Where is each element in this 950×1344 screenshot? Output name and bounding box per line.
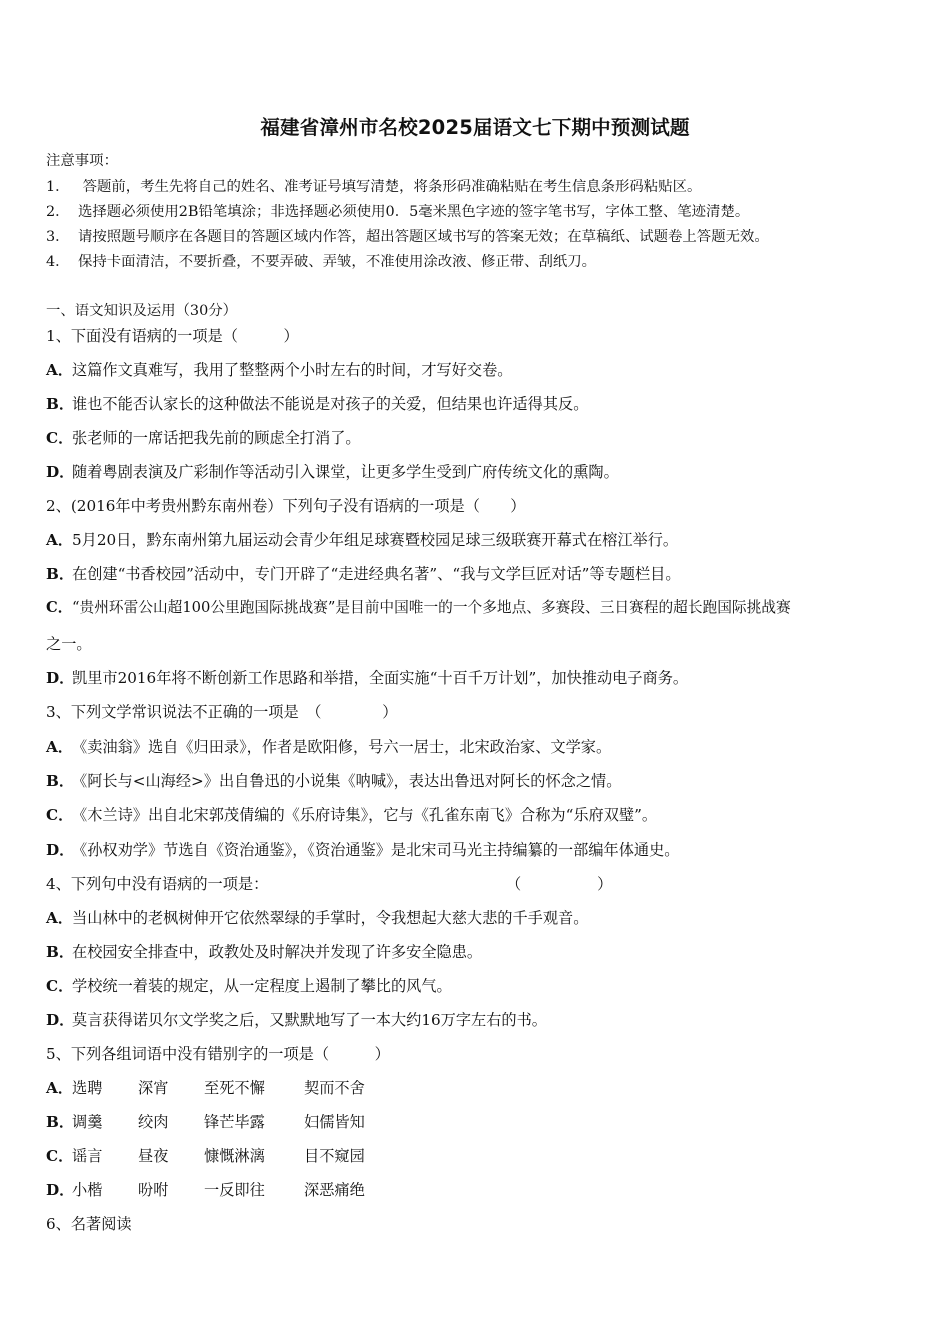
question-2-option-c: C．“贵州环雷公山超100公里跑国际挑战赛”是目前中国唯一的一个多地点、多赛段、三日赛程的超长跑国际挑战赛 xyxy=(46,599,791,616)
question-4-option-c: C．学校统一着装的规定，从一定程度上遏制了攀比的风气。 xyxy=(46,977,452,995)
question-2-option-b: B．在创建“书香校园”活动中，专门开辟了“走进经典名著”、“我与文学巨匠对话”等专题栏目。 xyxy=(46,565,681,583)
question-2-stem: 2、(2016年中考贵州黔东南州卷）下列句子没有语病的一项是（ ） xyxy=(46,497,526,515)
notice-item-1: 1． 答题前，考生先将自己的姓名、准考证号填写清楚，将条形码准确粘贴在考生信息条形码粘贴区。 xyxy=(46,179,702,195)
notice-item-2: 2． 选择题必须使用2B铅笔填涂；非选择题必须使用0．5毫米黑色字迹的签字笔书写，字体工整、笔迹清楚。 xyxy=(46,204,750,220)
question-3-option-a: A．《卖油翁》选自《归田录》，作者是欧阳修，号六一居士，北宋政治家、文学家。 xyxy=(46,738,612,756)
question-5-option-a: A．选聘 深宵 至死不懈 契而不舍 xyxy=(46,1079,365,1097)
question-5-option-c: C．谣言 昼夜 慷慨淋漓 目不窥园 xyxy=(46,1147,365,1165)
question-6-stem: 6、名著阅读 xyxy=(46,1215,132,1233)
question-1-option-a: A．这篇作文真难写，我用了整整两个小时左右的时间，才写好交卷。 xyxy=(46,361,513,379)
question-3-option-b: B．《阿长与<山海经>》出自鲁迅的小说集《呐喊》，表达出鲁迅对阿长的怀念之情。 xyxy=(46,772,622,790)
question-2-option-d: D．凯里市2016年将不断创新工作思路和举措，全面实施“十百千万计划”，加快推动电子商务。 xyxy=(46,669,689,687)
notice-heading: 注意事项： xyxy=(46,153,118,169)
question-5-stem: 5、下列各组词语中没有错别字的一项是（ ） xyxy=(46,1045,390,1063)
section-heading: 一、语文知识及运用（30分） xyxy=(46,303,237,319)
question-4-option-a: A．当山林中的老枫树伸开它依然翠绿的手掌时，令我想起大慈大悲的千手观音。 xyxy=(46,909,589,927)
question-1-stem: 1、下面没有语病的一项是（ ） xyxy=(46,327,299,345)
notice-item-3: 3． 请按照题号顺序在各题目的答题区域内作答，超出答题区域书写的答案无效；在草稿纸、试题卷上答题无效。 xyxy=(46,229,769,245)
question-4-answer-paren: （ ） xyxy=(506,875,613,893)
question-1-option-d: D．随着粤剧表演及广彩制作等活动引入课堂，让更多学生受到广府传统文化的熏陶。 xyxy=(46,463,619,481)
question-2-option-a: A．5月20日，黔东南州第九届运动会青少年组足球赛暨校园足球三级联赛开幕式在榕江举行。 xyxy=(46,531,679,549)
question-3-stem: 3、下列文学常识说法不正确的一项是 （ ） xyxy=(46,703,398,721)
question-1-option-c: C．张老师的一席话把我先前的顾虑全打消了。 xyxy=(46,429,361,447)
question-4-stem: 4、下列句中没有语病的一项是： xyxy=(46,875,269,893)
question-2-option-c-continued: 之一。 xyxy=(46,635,92,653)
question-4-option-d: D．莫言获得诺贝尔文学奖之后，又默默地写了一本大约16万字左右的书。 xyxy=(46,1011,547,1029)
question-4-option-b: B．在校园安全排查中，政教处及时解决并发现了许多安全隐患。 xyxy=(46,943,483,961)
page-title: 福建省漳州市名校2025届语文七下期中预测试题 xyxy=(260,116,690,139)
question-3-option-c: C．《木兰诗》出自北宋郭茂倩编的《乐府诗集》，它与《孔雀东南飞》合称为“乐府双璧”。 xyxy=(46,806,658,824)
question-5-option-b: B．调羹 绞肉 锋芒毕露 妇儒皆知 xyxy=(46,1113,365,1131)
question-3-option-d: D．《孙权劝学》节选自《资治通鉴》，《资治通鉴》是北宋司马光主持编纂的一部编年体通史。 xyxy=(46,841,680,859)
notice-item-4: 4． 保持卡面清洁，不要折叠，不要弄破、弄皱，不准使用涂改液、修正带、刮纸刀。 xyxy=(46,254,597,270)
question-5-option-d: D．小楷 吩咐 一反即往 深恶痛绝 xyxy=(46,1181,365,1199)
question-1-option-b: B．谁也不能否认家长的这种做法不能说是对孩子的关爱，但结果也许适得其反。 xyxy=(46,395,589,413)
